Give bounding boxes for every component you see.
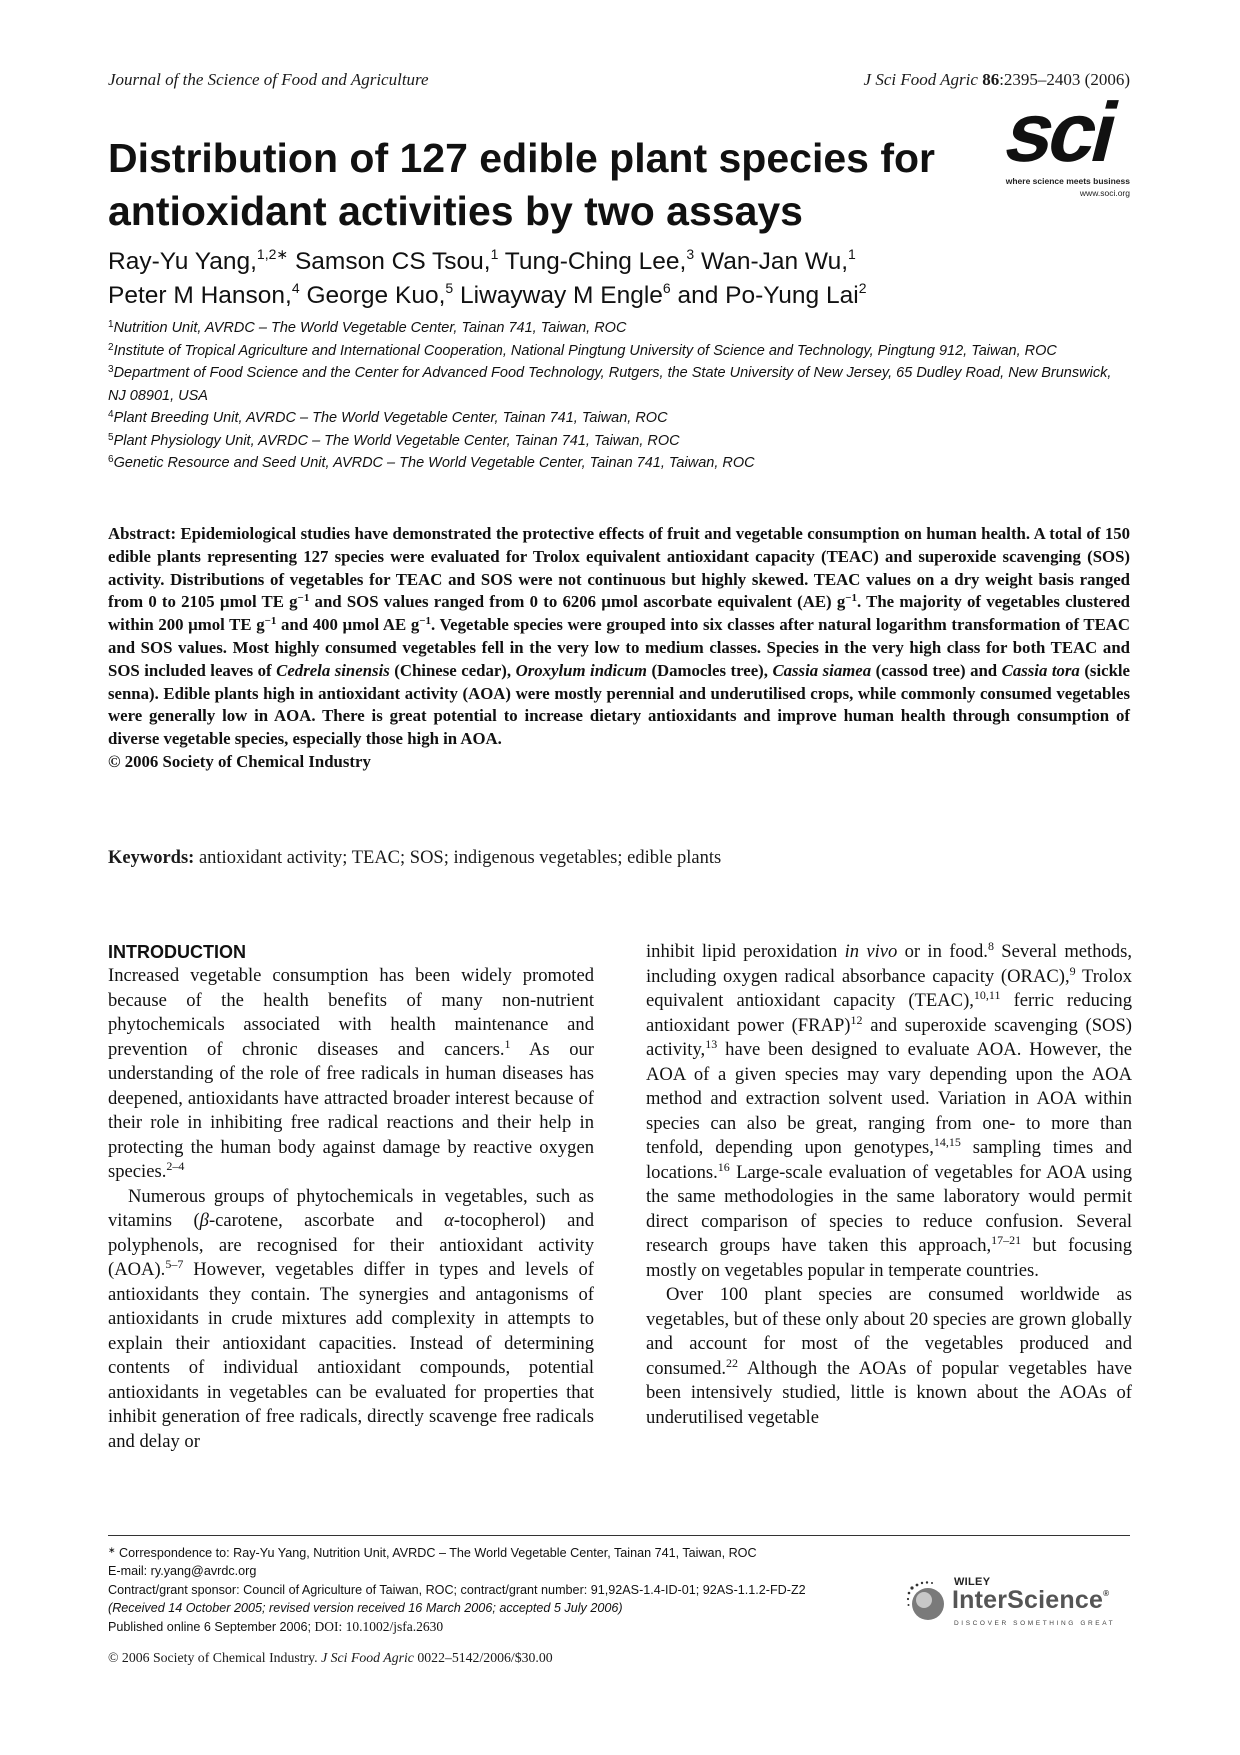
email-note: E-mail: ry.yang@avrdc.org xyxy=(108,1564,257,1579)
correspondence-note: ∗ Correspondence to: Ray-Yu Yang, Nutrition Unit, AVRDC – The World Vegetable Center, Tainan 741, Taiwan, ROC xyxy=(108,1545,757,1560)
citation-ref: 1 xyxy=(504,1036,511,1051)
author: Peter M Hanson,$^4$ xyxy=(108,280,300,309)
author: Wan-Jan Wu,$^1$ xyxy=(700,246,856,275)
keywords-text: antioxidant activity; TEAC; SOS; indigenous vegetables; edible plants xyxy=(198,848,722,868)
citation-ref: 17–21 xyxy=(991,1233,1022,1247)
citation-ref: 8 xyxy=(987,939,994,953)
species-name: Oroxylum indicum xyxy=(515,660,647,680)
author-list xyxy=(108,245,1008,313)
affiliation: $^2$Institute of Tropical Agriculture and International Cooperation, National Pingtung University of Science and Technology, Pingtung 912, Taiwan, ROC xyxy=(108,341,1057,359)
author: Tung-Ching Lee,$^3$ xyxy=(504,246,695,275)
citation-volume: 86 xyxy=(982,70,1000,89)
doi: DOI: 10.1002/jsfa.2630 xyxy=(314,1618,444,1634)
copyright-line: © 2006 Society of Chemical Industry. J Sci Food Agric 0022–5142/2006/$30.00 xyxy=(108,1650,553,1665)
affiliation: $^5$Plant Physiology Unit, AVRDC – The World Vegetable Center, Tainan 741, Taiwan, ROC xyxy=(108,431,680,449)
citation-journal: J Sci Food Agric xyxy=(863,70,978,89)
author: Ray-Yu Yang,$^{1,2∗}$ xyxy=(108,246,289,275)
footnotes xyxy=(108,1544,1008,1636)
species-name: Cedrela sinensis xyxy=(276,660,390,680)
keywords xyxy=(108,846,1130,870)
running-header-journal: Journal of the Science of Food and Agriculture xyxy=(108,70,429,89)
sci-logo-url: www.soci.org xyxy=(1079,188,1130,198)
author: Samson CS Tsou,$^1$ xyxy=(294,246,499,275)
keywords-label: Keywords: xyxy=(108,848,195,868)
affiliation: $^4$Plant Breeding Unit, AVRDC – The World Vegetable Center, Tainan 741, Taiwan, ROC xyxy=(108,409,668,426)
section-heading: INTRODUCTION xyxy=(108,942,246,962)
wiley-wordmark: WILEY xyxy=(954,1576,991,1588)
affiliation: $^6$Genetic Resource and Seed Unit, AVRDC – The World Vegetable Center, Tainan 741, Taiwan, ROC xyxy=(108,454,755,471)
body-paragraph: inhibit lipid peroxidation in vivo or in food.$^8$ Several methods, including oxygen radical absorbance capacity (ORAC),$^9$ Trolox equivalent antioxidant capacity (TEAC),$^{10,11}$ ferric reducing antioxidant power (FRAP)$^{12}$ and superoxide scavenging (SOS) activity,$^{13}$ have been designed to evaluate AOA. However, the AOA of a given species may vary depending upon the AOA method and extraction solvent used. Variation in AOA within species can also be great, ranging from one- to more than tenfold, depending upon genotypes,$^{14,15}$ sampling times and locations.$^{16}$ Large-scale evaluation of vegetables for AOA using the same methodologies in the same laboratory would permit direct comparison of species to reduce confusion. Several research groups have taken this approach,$^{17-21}$ but focusing mostly on vegetables popular in temperate countries. xyxy=(646,939,1132,1281)
sci-logo-mark: sci xyxy=(996,85,1125,179)
citation-ref: 5–7 xyxy=(165,1257,184,1271)
affiliation-list xyxy=(108,317,1128,475)
citation-ref: 13 xyxy=(705,1037,718,1051)
species-name: Cassia siamea xyxy=(772,660,872,680)
wiley-orb-icon xyxy=(906,1580,948,1622)
wiley-tagline: DISCOVER SOMETHING GREAT xyxy=(954,1620,1116,1627)
published-note: Published online 6 September 2006; DOI: 10.1002/jsfa.2630 xyxy=(108,1618,444,1634)
wiley-interscience-logo xyxy=(906,1576,1132,1634)
citation-pages: :2395–2403 (2006) xyxy=(999,70,1130,89)
body-paragraph: Over 100 plant species are consumed worldwide as vegetables, but of these only about 20 species are grown globally and account for most of the vegetables produced and consumed.$^{22}$ Although the AOAs of popular vegetables have been intensively studied, little is known about the AOAs of underutilised vegetable xyxy=(646,1284,1132,1428)
abstract: Abstract: Epidemiological studies have demonstrated the protective effects of fruit and vegetable consumption on human health. A total of 150 edible plants representing 127 species were evaluated for Trolox equivalent antioxidant capacity (TEAC) and superoxide scavenging (SOS) activity. Distributions of vegetables for TEAC and SOS were not continuous but highly skewed. TEAC values on a dry weight basis ranged from 0 to 2105 µmol TE $g^{-1}$ and SOS values ranged from 0 to 6206 µmol ascorbate equivalent (AE) $g^{-1}$. The majority of vegetables clustered within 200 µmol TE $g^{-1}$ and 400 µmol AE $g^{-1}$. Vegetable species were grouped into six classes after natural logarithm transformation of TEAC and SOS values. Most highly consumed vegetables fell in the very low to medium classes. Species in the very high class for both TEAC and SOS included leaves of Cedrela sinensis (Chinese cedar), Oroxylum indicum (Damocles tree), Cassia siamea (cassod tree) and Cassia tora (sickle senna). Edible plants high in antioxidant activity (AOA) were mostly perennial and underutilised crops, while commonly consumed vegetables were generally low in AOA. There is great potential to increase dietary antioxidants and improve human health through consumption of diverse vegetable species, especially those high in AOA. © 2006 Society of Chemical Industry xyxy=(108,523,1130,774)
author: George Kuo,$^5$ xyxy=(306,280,454,309)
sci-logo xyxy=(990,85,1130,202)
affiliation: $^1$Nutrition Unit, AVRDC – The World Vegetable Center, Tainan 741, Taiwan, ROC xyxy=(108,319,627,336)
citation-ref: 22 xyxy=(726,1355,739,1370)
species-name: Cassia tora xyxy=(1001,660,1080,680)
citation-ref: 9 xyxy=(1069,963,1076,978)
citation-ref: 12 xyxy=(850,1012,863,1027)
article-title: Distribution of 127 edible plant species for antioxidant activities by two assays xyxy=(108,135,935,234)
citation-ref: 14,15 xyxy=(933,1135,961,1149)
author: and Po-Yung Lai$^2$ xyxy=(677,280,867,309)
affiliation: $^3$Department of Food Science and the Center for Advanced Food Technology, Rutgers, the State University of New Jersey, 65 Dudley Road, New Brunswick, NJ 08901, USA xyxy=(108,364,1112,404)
footnote-divider xyxy=(108,1535,1130,1536)
body-paragraph: Numerous groups of phytochemicals in vegetables, such as vitamins (β-carotene, ascorbate and α-tocopherol) and polyphenols, are recognised for their antioxidant activity (AOA).$^{5-7}$ However, vegetables differ in types and levels of antioxidants they contain. The synergies and antagonisms of antioxidants in crude mixtures add complexity in attempts to explain their antioxidant capacities. Instead of determining contents of individual antioxidant compounds, potential antioxidants in vegetables can be evaluated for properties that inhibit generation of free radicals, directly scavenge free radicals and delay or xyxy=(108,1185,594,1452)
sci-logo-tagline: where science meets business xyxy=(1005,176,1130,186)
author: Liwayway M Engle$^6$ xyxy=(460,280,671,309)
abstract-copyright: © 2006 Society of Chemical Industry xyxy=(108,751,371,771)
citation-ref: 16 xyxy=(717,1159,730,1174)
body-column-right xyxy=(646,940,1132,1430)
interscience-wordmark: InterScience® xyxy=(952,1586,1110,1614)
grant-note: Contract/grant sponsor: Council of Agriculture of Taiwan, ROC; contract/grant number: 91,92AS-1.4-ID-01; 92AS-1.1.2-FD-Z2 xyxy=(108,1582,806,1597)
body-paragraph: Increased vegetable consumption has been widely promoted because of the health benefits of many non-nutrient phytochemicals associated with health maintenance and prevention of chronic diseases and cancers.$^1$ As our understanding of the role of free radicals in human diseases has deepened, antioxidants have attracted broader interest because of their role in inhibiting free radical reactions and their help in protecting the human body against damage by reactive oxygen species.$^{2-4}$ xyxy=(108,965,594,1182)
citation-ref: 2–4 xyxy=(166,1159,185,1173)
citation-ref: 10,11 xyxy=(973,988,1001,1002)
body-column-left xyxy=(108,940,594,1454)
abstract-label: Abstract: xyxy=(108,524,177,543)
received-note: (Received 14 October 2005; revised version received 16 March 2006; accepted 5 July 2006) xyxy=(108,1601,623,1616)
